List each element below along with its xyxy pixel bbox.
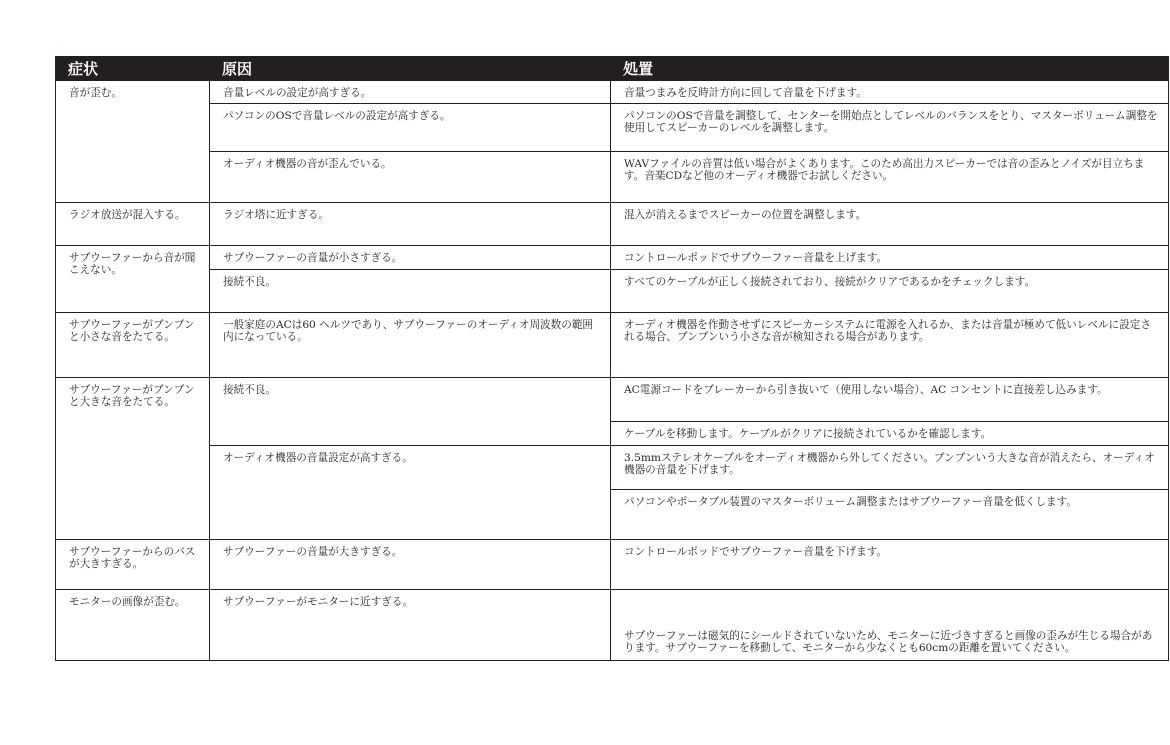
- table-row: [56, 590, 1169, 661]
- cause-cell: 接続不良。: [210, 378, 611, 446]
- table-row: [56, 446, 1169, 490]
- symptom-cell: サブウーファーがブンブンと小さな音をたてる。: [56, 313, 210, 378]
- remedy-cell: AC電源コードをブレーカーから引き抜いて（使用しない場合）、AC コンセントに直接差し込みます。: [611, 378, 1169, 422]
- cause-cell: オーディオ機器の音量設定が高すぎる。: [210, 446, 611, 540]
- header-symptom: 症状: [56, 57, 210, 81]
- table-row: [56, 313, 1169, 378]
- header-remedy: 処置: [611, 57, 1169, 81]
- table-row: [56, 270, 1169, 313]
- cause-cell: オーディオ機器の音が歪んでいる。: [210, 152, 611, 203]
- remedy-cell: オーディオ機器を作動させずにスピーカーシステムに電源を入れるか、または音量が極めて低いレベルに設定される場合、ブンブンいう小さな音が検知される場合があります。: [611, 313, 1169, 378]
- remedy-cell: 混入が消えるまでスピーカーの位置を調整します。: [611, 203, 1169, 246]
- cause-cell: サブウーファーがモニターに近すぎる。: [210, 590, 611, 661]
- symptom-cell: サブウーファーからのバスが大きすぎる。: [56, 540, 210, 590]
- remedy-cell: すべてのケーブルが正しく接続されており、接続がクリアであるかをチェックします。: [611, 270, 1169, 313]
- table-row: [56, 203, 1169, 246]
- remedy-cell: ケーブルを移動します。ケーブルがクリアに接続されているかを確認します。: [611, 422, 1169, 446]
- cause-cell: 一般家庭のACは60 ヘルツであり、サブウーファーのオーディオ周波数の範囲内になっている。: [210, 313, 611, 378]
- remedy-cell: 音量つまみを反時計方向に回して音量を下げます。: [611, 81, 1169, 104]
- cause-cell: サブウーファーの音量が大きすぎる。: [210, 540, 611, 590]
- table-row: [56, 152, 1169, 203]
- remedy-cell: パソコンやポータブル装置のマスターボリューム調整またはサブウーファー音量を低くします。: [611, 490, 1169, 540]
- symptom-cell: サブウーファーがブンブンと大きな音をたてる。: [56, 378, 210, 540]
- symptom-cell: ラジオ放送が混入する。: [56, 203, 210, 246]
- table-row: [56, 104, 1169, 152]
- cause-cell: パソコンのOSで音量レベルの設定が高すぎる。: [210, 104, 611, 152]
- table-row: [56, 246, 1169, 270]
- remedy-cell: WAVファイルの音質は低い場合がよくあります。このため高出力スピーカーでは音の歪みとノイズが目立ちます。音楽CDなど他のオーディオ機器でお試しください。: [611, 152, 1169, 203]
- remedy-cell: サブウーファーは磁気的にシールドされていないため、モニターに近づきすぎると画像の歪みが生じる場合があります。サブウーファーを移動して、モニターから少なくとも60cmの距離を置いてください。: [611, 590, 1169, 661]
- cause-cell: サブウーファーの音量が小さすぎる。: [210, 246, 611, 270]
- table-row: [56, 81, 1169, 104]
- cause-cell: 接続不良。: [210, 270, 611, 313]
- cause-cell: 音量レベルの設定が高すぎる。: [210, 81, 611, 104]
- table-row: [56, 378, 1169, 422]
- remedy-cell: コントロールポッドでサブウーファー音量を下げます。: [611, 540, 1169, 590]
- symptom-cell: モニターの画像が歪む。: [56, 590, 210, 661]
- cause-cell: ラジオ塔に近すぎる。: [210, 203, 611, 246]
- remedy-cell: コントロールポッドでサブウーファー音量を上げます。: [611, 246, 1169, 270]
- remedy-cell: パソコンのOSで音量を調整して、センターを開始点としてレベルのバランスをとり、マスターボリューム調整を使用してスピーカーのレベルを調整します。: [611, 104, 1169, 152]
- troubleshooting-table: [55, 56, 1169, 661]
- symptom-cell: 音が歪む。: [56, 81, 210, 203]
- remedy-cell: 3.5mmステレオケーブルをオーディオ機器から外してください。ブンブンいう大きな音が消えたら、オーディオ機器の音量を下げます。: [611, 446, 1169, 490]
- table-row: [56, 540, 1169, 590]
- header-cause: 原因: [210, 57, 611, 81]
- table-header-row: [56, 57, 1169, 81]
- symptom-cell: サブウーファーから音が聞こえない。: [56, 246, 210, 313]
